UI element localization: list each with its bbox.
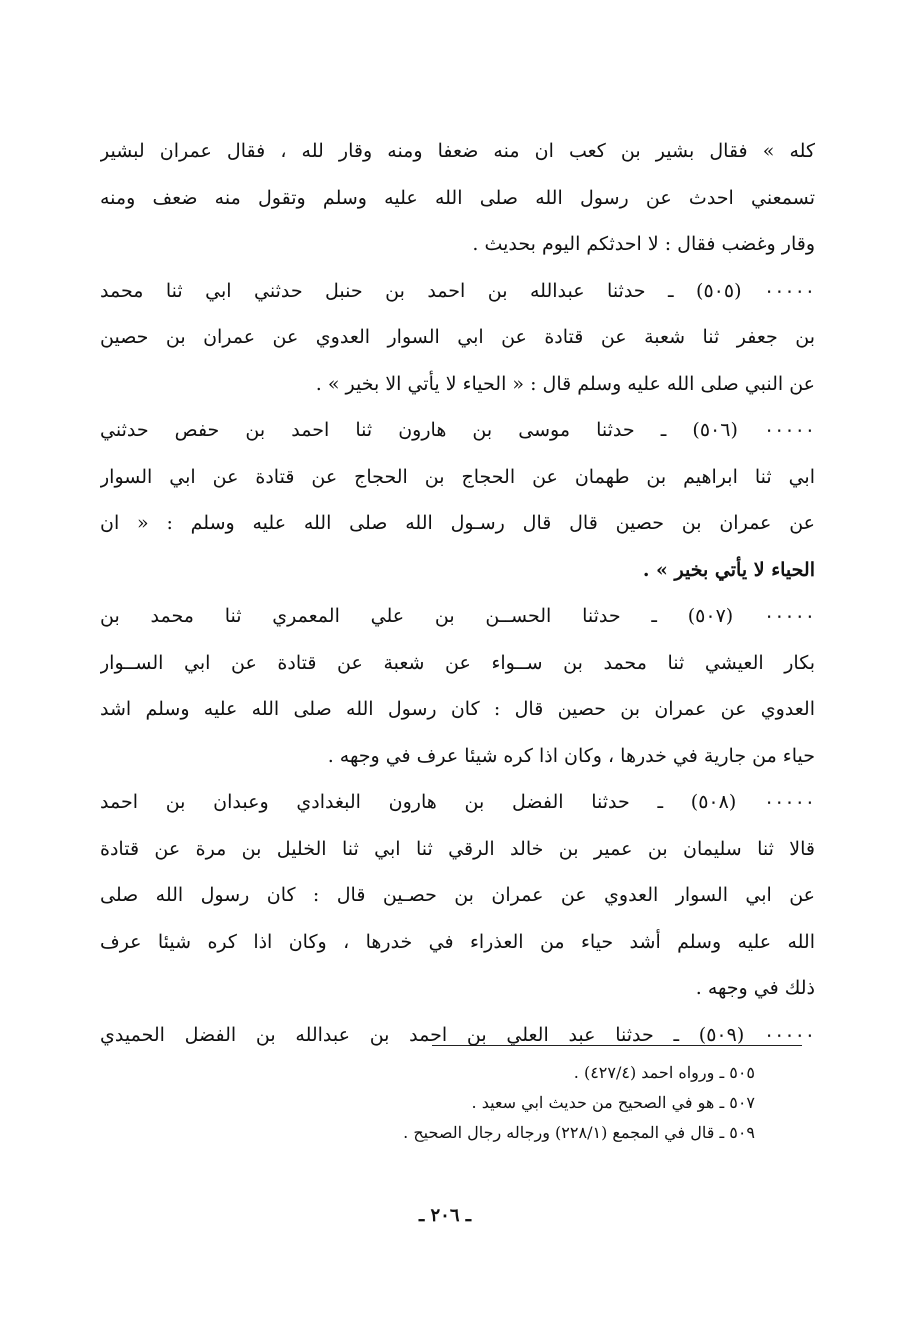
hadith-507-heading: ٠٠٠٠٠ (٥٠٧) ـ حدثنا الحســن بن علي المعمري ثنا محمد بن (100, 605, 815, 627)
text-line: عن ابي السوار العدوي عن عمران بن حصـين قال : كان رسول الله صلى (100, 884, 815, 906)
hadith-509-heading: ٠٠٠٠٠ (٥٠٩) ـ حدثنا عبد العلي بن احمد بن عبدالله بن الفضل الحميدي (100, 1023, 815, 1046)
hadith-505-heading: ٠٠٠٠٠ (٥٠٥) ـ حدثنا عبدالله بن احمد بن حنبل حدثني ابي ثنا محمد (100, 279, 815, 302)
text-line: بكار العيشي ثنا محمد بن ســواء عن شعبة عن قتادة عن ابي الســوار (100, 651, 815, 674)
footnote-divider (432, 1045, 802, 1046)
text-line: الله عليه وسلم أشد حياء من العذراء في خدرها ، وكان اذا كره شيئا عرف (100, 930, 815, 953)
text-line: الحياء لا يأتي بخير » . (642, 558, 815, 581)
hadith-508-heading: ٠٠٠٠٠ (٥٠٨) ـ حدثنا الفضل بن هارون البغدادي وعبدان بن احمد (100, 791, 815, 813)
text-line: وقار وغضب فقال : لا احدثكم اليوم بحديث . (472, 233, 815, 255)
text-line: تسمعني احدث عن رسول الله صلى الله عليه وسلم وتقول منه ضعف ومنه (100, 186, 815, 209)
text-line: قالا ثنا سليمان بن عمير بن خالد الرقي ثنا ابي ثنا الخليل بن مرة عن قتادة (100, 837, 815, 860)
footnote: ٥٠٩ ـ قال في المجمع (٢٢٨/١) ورجاله رجال الصحيح . (403, 1123, 755, 1142)
hadith-506-heading: ٠٠٠٠٠ (٥٠٦) ـ حدثنا موسى بن هارون ثنا احمد بن حفص حدثني (100, 419, 815, 441)
footnotes (200, 1058, 755, 1148)
text-line: ذلك في وجهه . (695, 977, 815, 999)
body-text (100, 128, 815, 1058)
page-number: ـ ٢٠٦ ـ (418, 1205, 472, 1226)
text-line: حياء من جارية في خدرها ، وكان اذا كره شيئا عرف في وجهه . (327, 744, 815, 767)
footnote: ٥٠٧ ـ هو في الصحيح من حديث ابي سعيد . (471, 1093, 755, 1112)
footnote: ٥٠٥ ـ ورواه احمد (٤٢٧/٤) . (573, 1063, 755, 1082)
text-line: عن عمران بن حصين قال قال رسـول الله صلى الله عليه وسلم : « ان (100, 512, 815, 534)
text-line: ابي ثنا ابراهيم بن طهمان عن الحجاج بن الحجاج عن قتادة عن ابي السوار (100, 465, 815, 488)
text-line: كله » فقال بشير بن كعب ان منه ضعفا ومنه وقار لله ، فقال عمران لبشير (100, 140, 815, 162)
text-line: بن جعفر ثنا شعبة عن قتادة عن ابي السوار العدوي عن عمران بن حصين (100, 326, 815, 348)
text-line: عن النبي صلى الله عليه وسلم قال : « الحياء لا يأتي الا بخير » . (315, 372, 815, 395)
text-line: العدوي عن عمران بن حصين قال : كان رسول الله صلى الله عليه وسلم اشد (100, 698, 815, 720)
